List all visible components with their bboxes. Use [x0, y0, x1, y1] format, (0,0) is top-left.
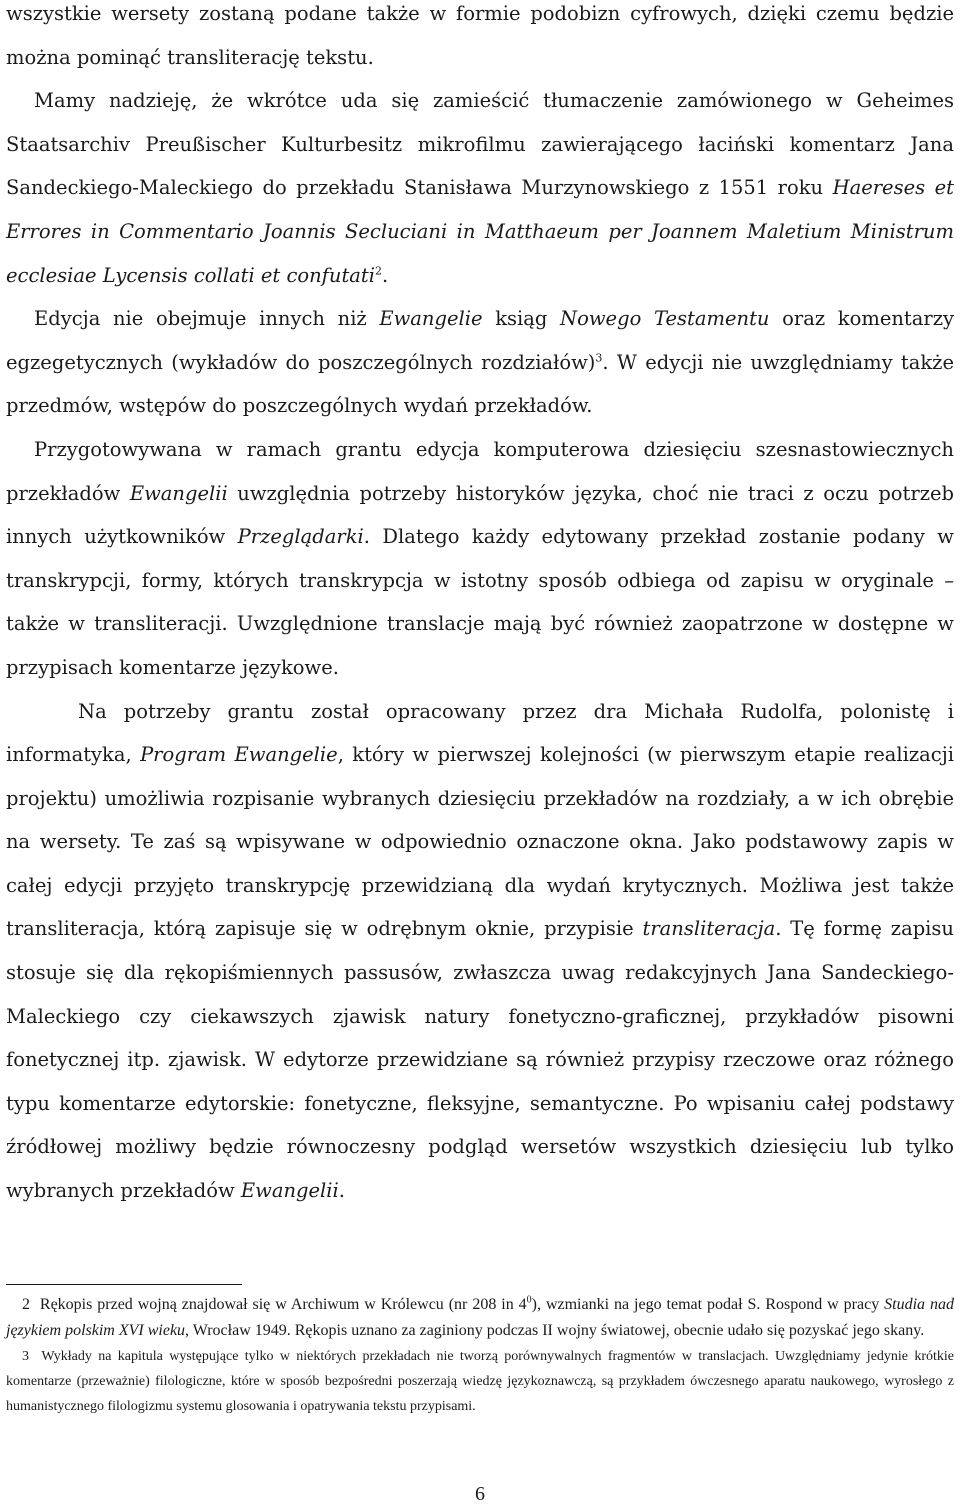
footnote-separator	[6, 1284, 242, 1285]
paragraph-text: Mamy nadzieję, że wkrótce uda się zamieścić tłumaczenie zamówionego w Geheimes Staatsarchiv Preußischer Kulturbesitz mikrofilmu zawierającego łaciński komentarz Jana Sandeckiego-Maleckiego do przekładu Stanisława Murzynowskiego z 1551 roku	[6, 89, 954, 200]
paragraph-text: wszystkie wersety zostaną podane także w formie podobizn cyfrowych, dzięki czemu będzie można pominąć transliterację tekstu.	[6, 2, 954, 69]
paragraph-edition	[6, 428, 954, 690]
footnote-text: Wykłady na kapitula występujące tylko w niektórych przekładach nie tworzą porównywalnych fragmentów w translacjach. Uwzględniamy jedynie krótkie komentarze (przeważnie) filologiczne, które w sposób bezpośredni poszerzają wiedzę językoznawczą, są przykładem ówczesnego aparatu naukowego, wyrosłego z humanistycznego filologizmu systemu glosowania i opatrywania tekstu przypisami.	[6, 1349, 955, 1414]
work-title: Haereses et Errores in Commentario Joannis Secluciani in Matthaeum per Joannem Maletium Ministrum ecclesiae Lycensis collati et confutati	[6, 176, 954, 287]
paragraph-scope	[6, 297, 954, 428]
footnote-number: 2	[22, 1296, 30, 1313]
footnote-text: Rękopis przed wojną znajdował się w Archiwum w Królewcu (nr 208 in 4	[39, 1296, 527, 1313]
italic-term: Program Ewangelie	[140, 743, 338, 767]
footnote-number: 3	[22, 1349, 29, 1364]
italic-term: Nowego Testamentu	[560, 307, 770, 331]
italic-term: Przeglądarki	[237, 525, 364, 549]
footnote-superscript: 0	[526, 1294, 532, 1306]
paragraph-text: Przygotowywana w ramach grantu edycja komputerowa dziesięciu szesnastowiecznych przekładów	[6, 437, 954, 505]
footnote-text: , Wrocław 1949. Rękopis uznano za zaginiony podczas II wojny światowej, obecnie udało się pozyskać jego skany.	[185, 1322, 925, 1339]
footnotes	[6, 1292, 954, 1419]
page-number: 6	[475, 1483, 485, 1505]
paragraph-text: .	[338, 1179, 345, 1203]
paragraph-text: uwzględnia potrzeby historyków języka, choć nie traci z oczu potrzeb innych użytkowników	[6, 481, 954, 549]
paragraph-text: Na potrzeby grantu został opracowany przez dra Michała Rudolfa, polonistę i informatyka,	[6, 699, 954, 767]
footnote-text: ), wzmianki na jego temat podał S. Rospond w pracy	[531, 1296, 885, 1313]
paragraph-haereses	[6, 79, 954, 297]
footnote-2	[6, 1292, 954, 1344]
paragraph-text: oraz komentarzy egzegetycznych (wykładów do poszczególnych rozdziałów)	[6, 307, 954, 374]
footnote-ref-3[interactable]: 3	[595, 351, 603, 365]
paragraph-text: , który w pierwszej kolejności (w pierwszym etapie realizacji projektu) umożliwia rozpisanie wybranych dziesięciu przekładów na rozdziały, a w ich obrębie na wersety. Te zaś są wpisywane w odpowiednio oznaczone okna. Jako podstawowy zapis w całej edycji przyjęto transkrypcję przewidzianą dla wydań krytycznych. Możliwa jest także transliteracja, którą zapisuje się w odrębnym oknie, przypisie	[6, 743, 955, 941]
paragraph-text: . Tę formę zapisu stosuje się dla rękopiśmiennych passusów, zwłaszcza uwag redakcyjnych Jana Sandeckiego-Maleckiego czy ciekawszych zjawisk natury fonetyczno-graficznej, przykładów pisowni fonetycznej itp. zjawisk. W edytorze przewidziane są również przypisy rzeczowe oraz różnego typu komentarze edytorskie: fonetyczne, fleksyjne, semantyczne. Po wpisaniu całej podstawy źródłowej możliwy będzie równoczesny podgląd wersetów wszystkich dziesięciu lub tylko wybranych przekładów	[6, 917, 954, 1203]
italic-term: Ewangelii	[129, 481, 228, 505]
paragraph-text: . W edycji nie uwzględniamy także przedmów, wstępów do poszczególnych wydań przekładów.	[6, 350, 954, 418]
italic-term: Ewangelii	[240, 1179, 339, 1203]
footnote-ref-2[interactable]: 2	[375, 264, 382, 278]
paragraph-continuation	[6, 0, 954, 79]
paragraph-program	[6, 690, 954, 1213]
paragraph-text: ksiąg	[482, 307, 561, 331]
italic-term: transliteracja	[642, 917, 776, 941]
paragraph-text: .	[382, 263, 389, 287]
body-text	[6, 0, 954, 1213]
italic-term: Ewangelie	[379, 307, 483, 331]
paragraph-text: . Dlatego każdy edytowany przekład zostanie podany w transkrypcji, formy, których transkrypcja w istotny sposób odbiega od zapisu w oryginale – także w transliteracji. Uwzględnione translacje mają być również zaopatrzone w dostępne w przypisach komentarze językowe.	[6, 525, 954, 679]
footnote-work-title: Studia nad językiem polskim XVI wieku	[6, 1296, 954, 1339]
paragraph-text: Edycja nie obejmuje innych niż	[34, 307, 380, 331]
footnote-3	[6, 1344, 954, 1419]
